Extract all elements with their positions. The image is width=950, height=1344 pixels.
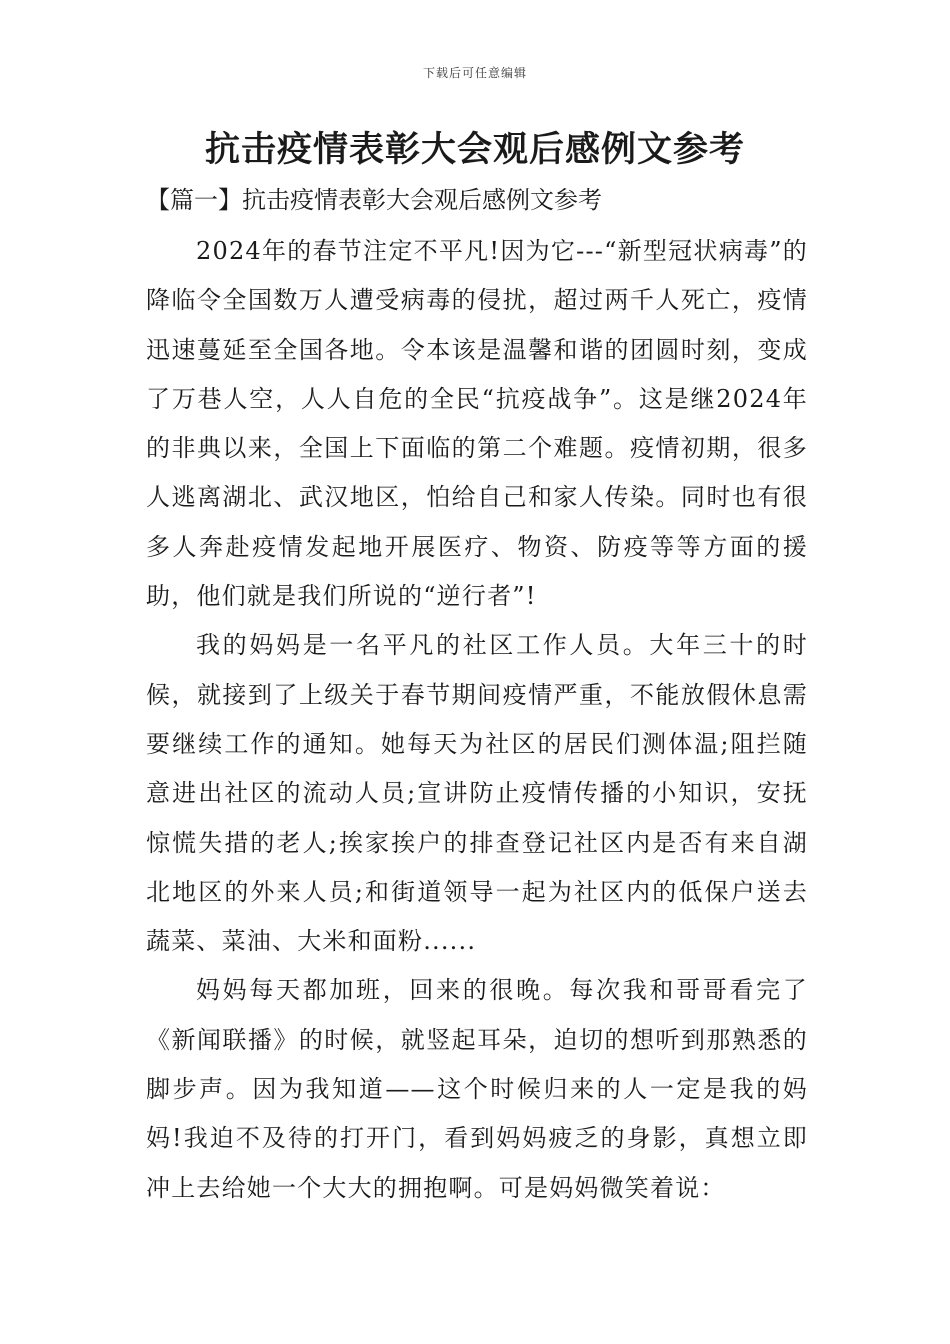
document-body xyxy=(146,227,808,1213)
header-note: 下载后可任意编辑 xyxy=(422,66,527,80)
paragraph-2: 我的妈妈是一名平凡的社区工作人员。大年三十的时候，就接到了上级关于春节期间疫情严重，不能放假休息需要继续工作的通知。她每天为社区的居民们测体温;阻拦随意进出社区的流动人员;宣讲防止疫情传播的小知识，安抚惊慌失措的老人;挨家挨户的排查登记社区内是否有来自湖北地区的外来人员;和街道领导一起为社区内的低保户送去蔬菜、菜油、大米和面粉...... xyxy=(146,631,808,956)
section-heading: 【篇一】抗击疫情表彰大会观后感例文参考 xyxy=(146,186,602,214)
document-title: 抗击疫情表彰大会观后感例文参考 xyxy=(204,130,745,170)
paragraph-3: 妈妈每天都加班，回来的很晚。每次我和哥哥看完了《新闻联播》的时候，就竖起耳朵，迫切的想听到那熟悉的脚步声。因为我知道——这个时候归来的人一定是我的妈妈!我迫不及待的打开门，看到妈妈疲乏的身影，真想立即冲上去给她一个大大的拥抱啊。可是妈妈微笑着说： xyxy=(146,976,808,1202)
paragraph-1: 2024年的春节注定不平凡!因为它---“新型冠状病毒”的降临令全国数万人遭受病毒的侵扰，超过两千人死亡，疫情迅速蔓延至全国各地。令本该是温馨和谐的团圆时刻，变成了万巷人空，人人自危的全民“抗疫战争”。这是继2024年的非典以来，全国上下面临的第二个难题。疫情初期，很多人逃离湖北、武汉地区，怕给自己和家人传染。同时也有很多人奔赴疫情发起地开展医疗、物资、防疫等等方面的援助，他们就是我们所说的“逆行者”! xyxy=(146,237,808,611)
